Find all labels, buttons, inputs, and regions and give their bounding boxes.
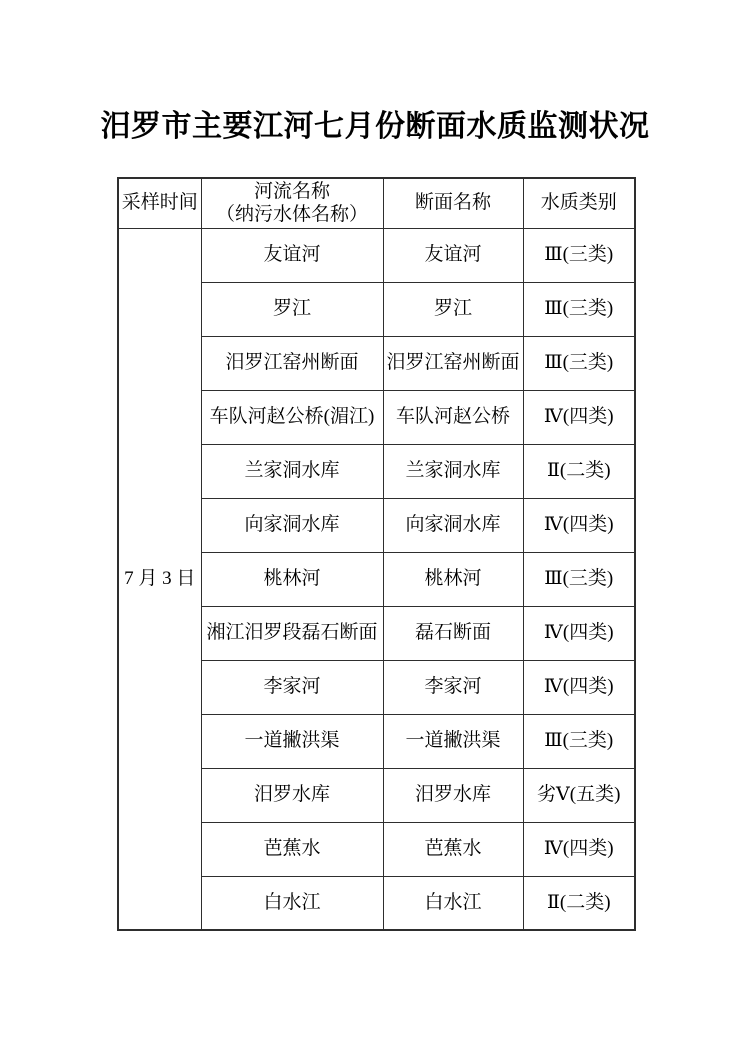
header-cell-quality-category: 水质类别 — [523, 178, 635, 228]
section-name-cell: 兰家洞水库 — [383, 444, 523, 498]
quality-category-cell: Ⅲ(三类) — [523, 336, 635, 390]
section-name-cell: 白水江 — [383, 876, 523, 930]
section-name-cell: 友谊河 — [383, 228, 523, 282]
header-cell-section-name: 断面名称 — [383, 178, 523, 228]
river-name-cell: 友谊河 — [201, 228, 383, 282]
quality-category-cell: Ⅳ(四类) — [523, 822, 635, 876]
river-name-cell: 汨罗江窑州断面 — [201, 336, 383, 390]
header-cell-sampling-time: 采样时间 — [118, 178, 201, 228]
section-name-cell: 汨罗江窑州断面 — [383, 336, 523, 390]
quality-category-cell: Ⅳ(四类) — [523, 606, 635, 660]
quality-category-cell: Ⅲ(三类) — [523, 714, 635, 768]
river-name-cell: 湘江汨罗段磊石断面 — [201, 606, 383, 660]
header-river-line2: （纳污水体名称） — [215, 204, 368, 226]
quality-category-cell: Ⅳ(四类) — [523, 498, 635, 552]
section-name-cell: 向家洞水库 — [383, 498, 523, 552]
river-name-cell: 白水江 — [201, 876, 383, 930]
river-name-cell: 兰家洞水库 — [201, 444, 383, 498]
quality-category-cell: Ⅳ(四类) — [523, 390, 635, 444]
river-name-cell: 一道撇洪渠 — [201, 714, 383, 768]
river-name-cell: 车队河赵公桥(湄江) — [201, 390, 383, 444]
river-name-cell: 罗江 — [201, 282, 383, 336]
quality-category-cell: Ⅳ(四类) — [523, 660, 635, 714]
quality-category-cell: 劣Ⅴ(五类) — [523, 768, 635, 822]
section-name-cell: 磊石断面 — [383, 606, 523, 660]
section-name-cell: 李家河 — [383, 660, 523, 714]
table-row — [118, 228, 635, 282]
header-cell-river-name — [201, 178, 383, 228]
section-name-cell: 芭蕉水 — [383, 822, 523, 876]
header-river-line1: 河流名称 — [253, 180, 330, 202]
river-name-cell: 向家洞水库 — [201, 498, 383, 552]
river-name-cell: 桃林河 — [201, 552, 383, 606]
quality-category-cell: Ⅲ(三类) — [523, 282, 635, 336]
water-quality-table — [117, 177, 636, 931]
page-title: 汨罗市主要江河七月份断面水质监测状况 — [100, 110, 650, 143]
river-name-cell: 芭蕉水 — [201, 822, 383, 876]
river-name-cell: 汨罗水库 — [201, 768, 383, 822]
header-row — [118, 178, 635, 228]
river-name-cell: 李家河 — [201, 660, 383, 714]
section-name-cell: 桃林河 — [383, 552, 523, 606]
section-name-cell: 车队河赵公桥 — [383, 390, 523, 444]
section-name-cell: 罗江 — [383, 282, 523, 336]
quality-category-cell: Ⅱ(二类) — [523, 876, 635, 930]
quality-category-cell: Ⅲ(三类) — [523, 552, 635, 606]
table-header — [118, 178, 635, 228]
quality-category-cell: Ⅱ(二类) — [523, 444, 635, 498]
section-name-cell: 一道撇洪渠 — [383, 714, 523, 768]
section-name-cell: 汨罗水库 — [383, 768, 523, 822]
table-body — [118, 228, 635, 930]
sampling-time-cell: 7 月 3 日 — [118, 228, 201, 930]
quality-category-cell: Ⅲ(三类) — [523, 228, 635, 282]
